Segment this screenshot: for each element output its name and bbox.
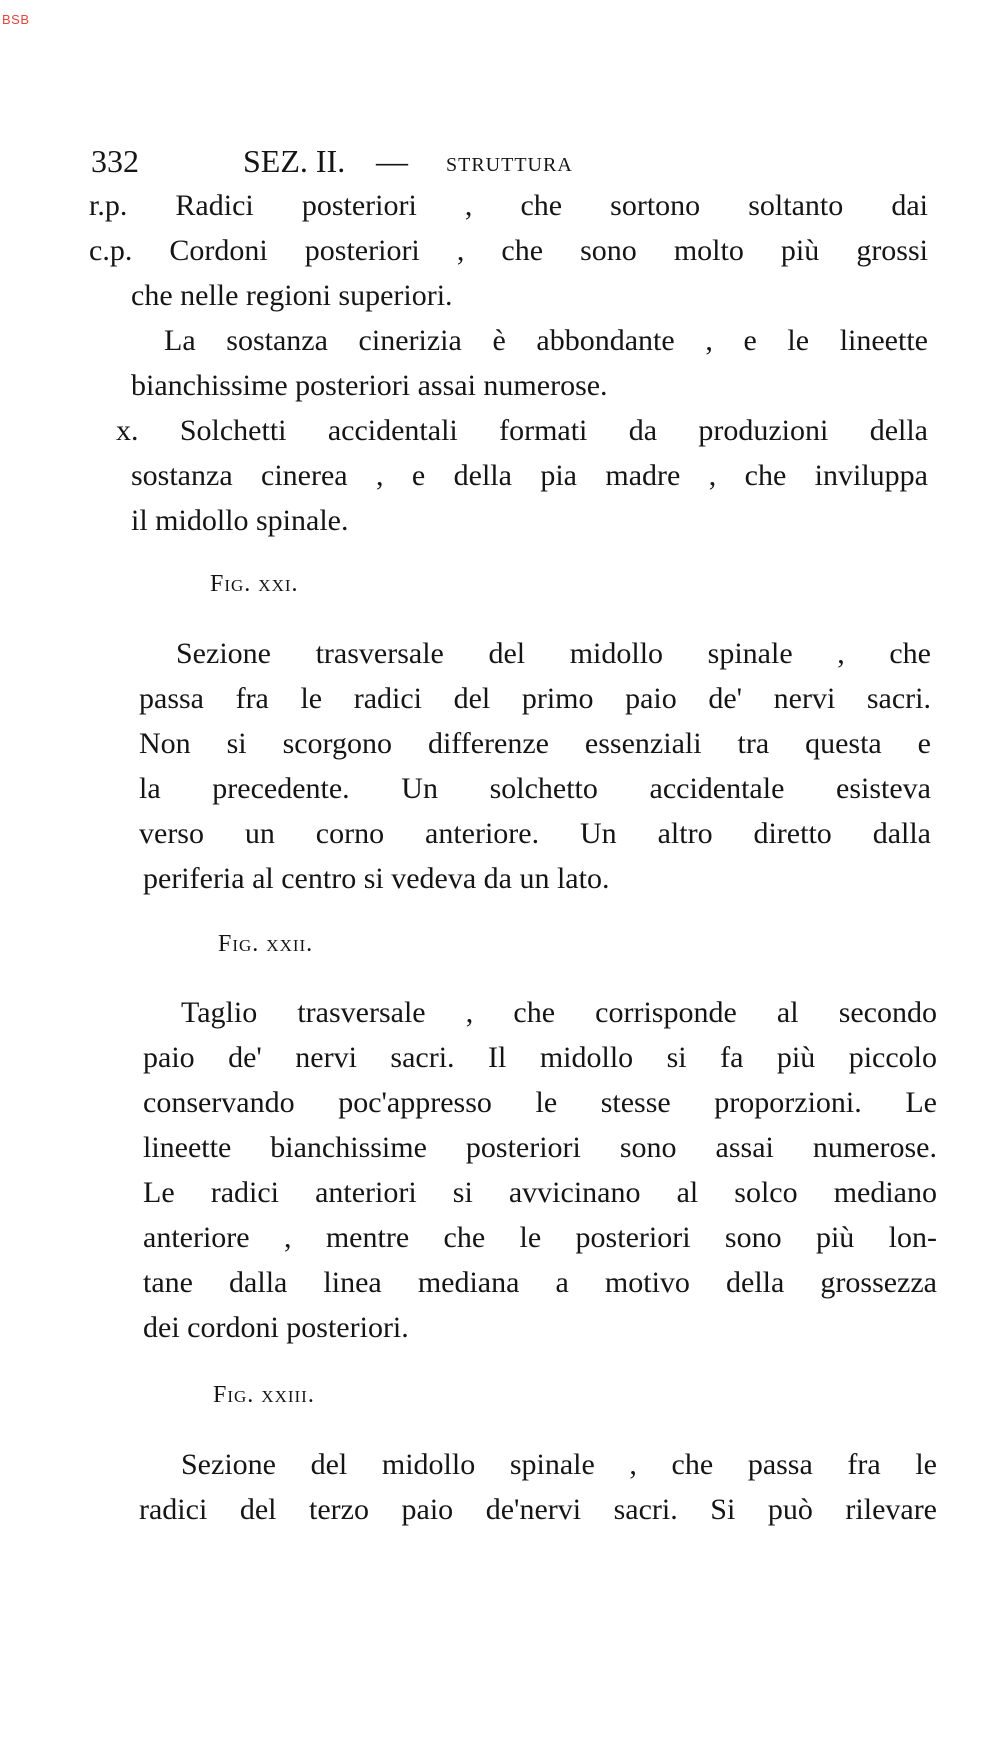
text-line (143, 1310, 409, 1346)
library-watermark: BSB (2, 12, 30, 27)
section-label: SEZ. II. (243, 143, 346, 179)
text-line (181, 995, 937, 1031)
text-line (143, 1265, 937, 1301)
text-line-content: radici del terzo paio de'nervi sacri. Si può rilevare (139, 1493, 937, 1526)
text-line-content: sostanza cinerea , e della pia madre , che inviluppa (131, 459, 928, 492)
text-line-content: Sezione del midollo spinale , che passa fra le (181, 1448, 937, 1481)
text-line (116, 413, 928, 449)
text-line (143, 1175, 937, 1211)
text-line-content: che nelle regioni superiori. (131, 279, 453, 312)
header-dash: — (376, 143, 408, 179)
text-line-content: Taglio trasversale , che corrisponde al secondo (181, 996, 937, 1029)
text-line-content: anteriore , mentre che le posteriori sono più lon- (143, 1221, 937, 1254)
text-line-content: paio de' nervi sacri. Il midollo si fa più piccolo (143, 1041, 937, 1074)
text-line-content: conservando poc'appresso le stesse proporzioni. Le (143, 1086, 937, 1119)
text-line-content: periferia al centro si vedeva da un lato. (143, 862, 610, 895)
text-line-content: verso un corno anteriore. Un altro diretto dalla (139, 817, 931, 850)
text-line-content: La sostanza cinerizia è abbondante , e le lineette (164, 324, 928, 357)
text-line (89, 188, 928, 224)
text-line-content: passa fra le radici del primo paio de' nervi sacri. (139, 682, 931, 715)
text-line-content: il midollo spinale. (131, 504, 349, 537)
page-header (91, 143, 573, 179)
text-line-content: r.p. Radici posteriori , che sortono soltanto dai (89, 189, 928, 222)
text-line-content: x. Solchetti accidentali formati da produzioni della (116, 414, 928, 447)
text-line (164, 323, 928, 359)
text-line-content: c.p. Cordoni posteriori , che sono molto più grossi (89, 234, 928, 267)
text-line (143, 1040, 937, 1076)
text-line (131, 458, 928, 494)
text-line (143, 861, 609, 897)
text-line (143, 1085, 937, 1121)
text-line (131, 368, 608, 404)
text-line-content: dei cordoni posteriori. (143, 1311, 409, 1344)
text-line (139, 771, 931, 807)
text-line-content: bianchissime posteriori assai numerose. (131, 369, 608, 402)
page-number: 332 (91, 143, 139, 179)
text-line (139, 1492, 937, 1528)
text-line (89, 233, 928, 269)
figure-heading: Fig. xxi. (210, 571, 299, 597)
text-line (143, 1130, 937, 1166)
text-line (176, 636, 931, 672)
text-line (139, 681, 931, 717)
figure-heading: Fig. xxiii. (213, 1382, 315, 1408)
text-line-content: lineette bianchissime posteriori sono assai numerose. (143, 1131, 937, 1164)
text-line (139, 726, 931, 762)
figure-heading: Fig. xxii. (218, 931, 314, 957)
text-line-content: Non si scorgono differenze essenziali tra questa e (139, 727, 931, 760)
running-title: STRUTTURA (446, 154, 573, 176)
text-line-content: tane dalla linea mediana a motivo della grossezza (143, 1266, 937, 1299)
text-line-content: Sezione trasversale del midollo spinale , che (176, 637, 931, 670)
text-line (181, 1447, 937, 1483)
text-line (131, 278, 453, 314)
text-line (143, 1220, 937, 1256)
text-line (131, 503, 349, 539)
text-line (139, 816, 931, 852)
text-line-content: Le radici anteriori si avvicinano al solco mediano (143, 1176, 937, 1209)
text-line-content: la precedente. Un solchetto accidentale esisteva (139, 772, 931, 805)
